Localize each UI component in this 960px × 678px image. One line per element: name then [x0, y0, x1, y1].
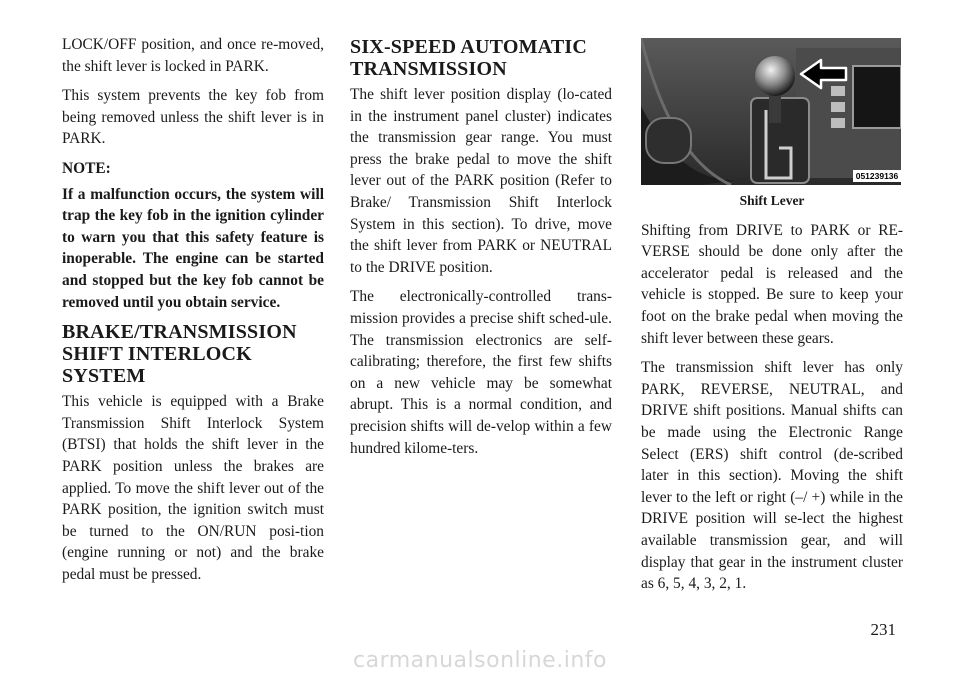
- figure-caption: Shift Lever: [739, 193, 805, 208]
- shift-lever-illustration: [641, 38, 901, 185]
- paragraph: This vehicle is equipped with a Brake Transmission Shift Interlock System (BTSI) that holds the shift lever in the PARK position unless the brakes are applied. To move the shift lever out of the PARK position, the ignition switch must be turned to the ON/RUN posi-tion (engine running or not) and the brake pedal must be pressed.: [62, 393, 324, 583]
- middle-column: [350, 34, 612, 467]
- section-heading: BRAKE/TRANSMISSION SHIFT INTERLOCK SYSTEM: [62, 321, 297, 388]
- paragraph: The electronically-controlled trans-mission provides a precise shift sched-ule. The transmission electronics are self-calibrating; therefore, the first few shifts on a new vehicle may be somewhat abrupt. This is a normal condition, and precision shifts will de-velop within a few hundred kilome-ters.: [350, 288, 612, 457]
- right-column: [641, 34, 903, 603]
- paragraph: The transmission shift lever has only PARK, REVERSE, NEUTRAL, and DRIVE shift positions. Manual shifts can be made using the Electronic Range Select (ERS) shift control (de-scribed later in this section). Moving the shift lever to the left or right (–/ +) while in the DRIVE position will se-lect the highest available transmission gear, and will display that gear in the instrument cluster as 6, 5, 4, 3, 2, 1.: [641, 359, 903, 593]
- page-number: 231: [870, 620, 896, 639]
- note-label: NOTE:: [62, 159, 111, 177]
- paragraph: LOCK/OFF position, and once re-moved, the shift lever is locked in PARK.: [62, 36, 324, 75]
- paragraph: The shift lever position display (lo-cated in the instrument panel cluster) indicates the transmission gear range. You must press the brake pedal to move the shift lever out of the PARK position (Refer to Brake/ Transmission Shift Interlock System in this section). To drive, move the shift lever from PARK or NEUTRAL to the DRIVE position.: [350, 86, 612, 276]
- paragraph: This system prevents the key fob from being removed unless the shift lever is in PARK.: [62, 87, 324, 148]
- shift-lever-figure: [641, 38, 901, 185]
- left-column: [62, 34, 324, 593]
- watermark: carmanualsonline.info: [353, 648, 607, 673]
- section-heading: SIX-SPEED AUTOMATIC TRANSMISSION: [350, 36, 587, 80]
- paragraph: Shifting from DRIVE to PARK or RE-VERSE should be done only after the accelerator pedal is released and the vehicle is stopped. Be sure to keep your foot on the brake pedal when moving the shift lever between these gears.: [641, 221, 903, 347]
- figure-code: 051239136: [855, 171, 899, 181]
- note-text: If a malfunction occurs, the system will trap the key fob in the ignition cylinder to warn you that this safety feature is inoperable. The engine can be started and stopped but the key fob cannot be removed until you obtain service.: [62, 185, 324, 311]
